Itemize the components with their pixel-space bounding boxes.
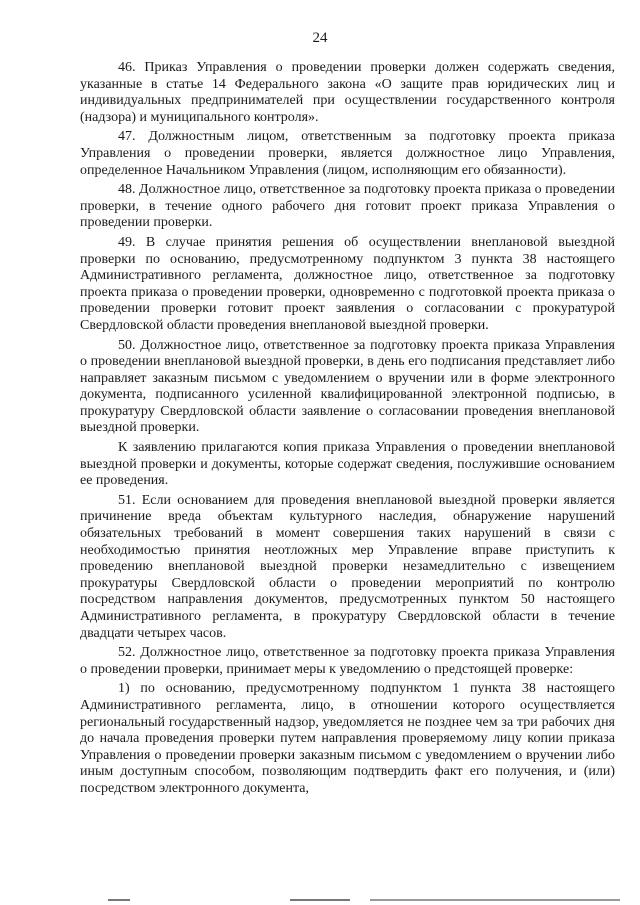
- paragraph-47: 47. Должностным лицом, ответственным за подготовку проекта приказа Управления о проведении проверки, является должностное лицо Управления, определенное Начальником Управления (лицом, исполняющим его обязанности).: [80, 129, 615, 178]
- paragraph-46: 46. Приказ Управления о проведении проверки должен содержать сведения, указанные в статье 14 Федерального закона «О защите прав юридических лиц и индивидуальных предпринимателей при осуществлении государственного контроля (надзора) и муниципального контроля».: [80, 60, 615, 125]
- scan-edge-mark: [370, 899, 620, 901]
- paragraph-50: 50. Должностное лицо, ответственное за подготовку проекта приказа Управления о проведении внеплановой выездной проверки, в день его подписания представляет либо направляет заказным письмом с уведомлением о вручении или в форме электронного документа, подписанного усиленной квалифицированной электронной подписью, в прокуратуру Свердловской области заявление о согласовании проведения внеплановой выездной проверки.: [80, 337, 615, 436]
- paragraph-52-item-1: 1) по основанию, предусмотренному подпунктом 1 пункта 38 настоящего Административного регламента, лицо, в отношении которого осуществляется региональный государственный надзор, уведомляется не позднее чем за три рабочих дня до начала проведения проверки путем направления проверяемому лицу копии приказа Управления о проведении проверки заказным письмом с уведомлением о вручении либо иным доступным способом, позволяющим подтвердить факт его получения, и (или) посредством электронного документа,: [80, 681, 615, 796]
- paragraph-48: 48. Должностное лицо, ответственное за подготовку проекта приказа о проведении проверки, в течение одного рабочего дня готовит проект приказа Управления о проведении проверки.: [80, 182, 615, 231]
- page-number: 24: [312, 30, 328, 46]
- scan-edge-mark: [290, 899, 350, 901]
- paragraph-51: 51. Если основанием для проведения внеплановой выездной проверки является причинение вреда объектам культурного наследия, обнаружение нарушений обязательных требований в момент совершения таких нарушений в связи с необходимостью принятия неотложных мер Управление вправе приступить к проведению внеплановой выездной проверки незамедлительно с извещением прокуратуры Свердловской области о проведении мероприятий по контролю посредством направления документов, предусмотренных пунктом 50 настоящего Административного регламента, в прокуратуру Свердловской области в течение двадцати четырех часов.: [80, 492, 615, 641]
- paragraph-49: 49. В случае принятия решения об осуществлении внеплановой выездной проверки по основанию, предусмотренному подпунктом 3 пункта 38 настоящего Административного регламента, должностное лицо, ответственное за подготовку проекта приказа о проведении проверки, одновременно с подготовкой проекта приказа о проведении проверки готовит проект заявления о согласовании с прокуратурой Свердловской области проведения внеплановой выездной проверки.: [80, 234, 615, 333]
- paragraph-52: 52. Должностное лицо, ответственное за подготовку проекта приказа Управления о проведении проверки, принимает меры к уведомлению о предстоящей проверке:: [80, 645, 615, 677]
- paragraph-50-attachment: К заявлению прилагаются копия приказа Управления о проведении внеплановой выездной проверки и документы, которые содержат сведения, послужившие основанием ее проведения.: [80, 440, 615, 489]
- document-body: [80, 60, 615, 801]
- scan-edge-mark: [108, 899, 130, 901]
